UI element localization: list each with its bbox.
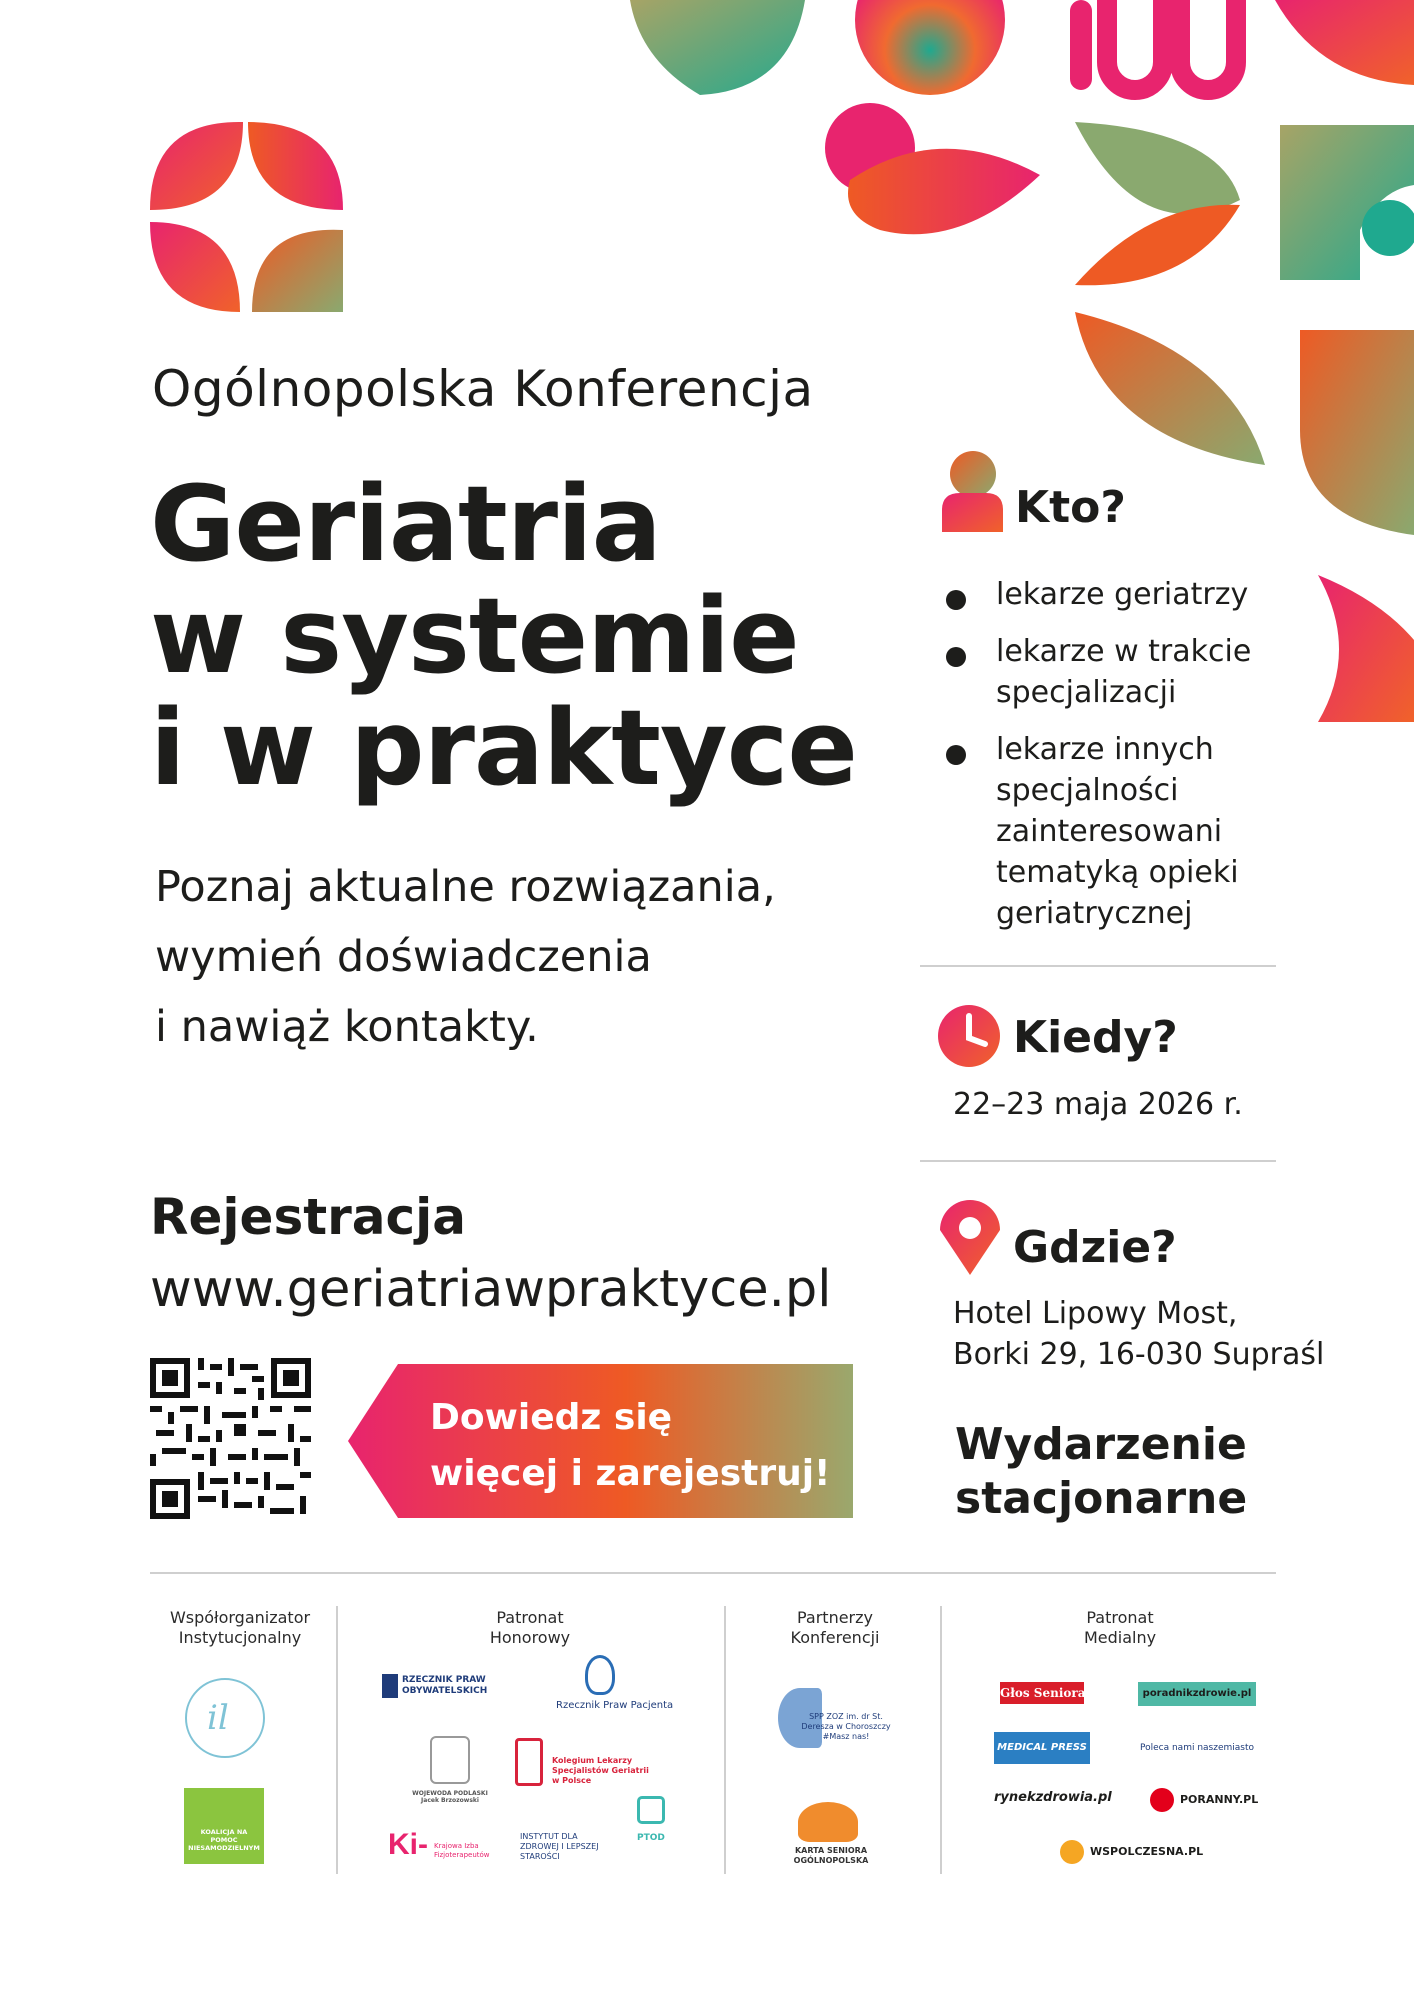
rzecznik-praw-obywatelskich-logo: RZECZNIK PRAW OBYWATELSKICH bbox=[402, 1675, 488, 1696]
divider bbox=[920, 965, 1276, 967]
footer-column-title: Patronat Medialny bbox=[1083, 1608, 1157, 1647]
kolegium-lekarzy-logo: Kolegium Lekarzy Specjalistów Geriatrii w Polsce bbox=[552, 1756, 649, 1785]
lomza-suwalki-bialystok-logo: il bbox=[185, 1678, 265, 1758]
karta-seniora-logo: KARTA SENIORA OGÓLNOPOLSKA bbox=[793, 1846, 869, 1865]
register-cta-label[interactable] bbox=[430, 1390, 830, 1502]
who-list bbox=[946, 574, 1251, 950]
wspolczesna-logo: WSPOLCZESNA.PL bbox=[1090, 1845, 1204, 1858]
ptod-logo: PTOD bbox=[637, 1833, 665, 1843]
footer-column-separator bbox=[940, 1606, 942, 1874]
conference-title bbox=[150, 463, 857, 809]
registration-url-link[interactable]: www.geriatriawpraktyce.pl bbox=[150, 1260, 832, 1319]
glos-seniora-logo: Głos Seniora bbox=[1000, 1682, 1084, 1704]
rynek-zdrowia-logo: rynekzdrowia.pl bbox=[994, 1790, 1112, 1805]
naszemiasto-logo: Poleca nami naszemiasto bbox=[1140, 1743, 1254, 1753]
lead-text bbox=[155, 852, 776, 1062]
conference-subtitle: Ogólnopolska Konferencja bbox=[152, 360, 814, 418]
rzecznik-praw-pacjenta-logo: Rzecznik Praw Pacjenta bbox=[556, 1700, 674, 1711]
footer-column-separator bbox=[724, 1606, 726, 1874]
event-date: 22–23 maja 2026 r. bbox=[953, 1087, 1243, 1122]
cta-line: Dowiedz się bbox=[430, 1397, 673, 1438]
list-item: lekarze innych specjalności zainteresowani tematyką opieki geriatrycznej bbox=[946, 729, 1251, 934]
list-item: lekarze w trakcie specjalizacji bbox=[946, 631, 1251, 713]
event-address: Hotel Lipowy Most, Borki 29, 16-030 Supraśl bbox=[953, 1296, 1325, 1372]
krajowa-izba-fizjoterapeutow-logo: Krajowa Izba Fizjoterapeutów bbox=[434, 1842, 490, 1859]
location-pin-icon bbox=[938, 1198, 1002, 1278]
koalicja-logo: KOALICJA NA POMOC NIESAMODZIELNYM bbox=[184, 1788, 264, 1864]
title-line: Geriatria bbox=[150, 463, 661, 585]
footer-column-separator bbox=[336, 1606, 338, 1874]
person-icon bbox=[940, 450, 1006, 534]
footer-column-title: Partnerzy Konferencji bbox=[790, 1608, 880, 1647]
eagle-emblem bbox=[430, 1736, 470, 1784]
registration-label: Rejestracja bbox=[150, 1188, 467, 1246]
title-line: w systemie bbox=[150, 575, 799, 697]
title-line: i w praktyce bbox=[150, 687, 857, 809]
who-heading: Kto? bbox=[1015, 482, 1126, 533]
list-item: lekarze geriatrzy bbox=[946, 574, 1251, 615]
registration-qr-code[interactable] bbox=[150, 1358, 311, 1519]
footer-divider bbox=[150, 1572, 1276, 1574]
instytut-zdrowej-starosci-logo: INSTYTUT DLA ZDROWEJ I LEPSZEJ STAROŚCI bbox=[520, 1832, 599, 1861]
wojewoda-podlaski-logo: WOJEWODA PODLASKI Jacek Brzozowski bbox=[412, 1790, 488, 1804]
where-heading: Gdzie? bbox=[1013, 1222, 1177, 1273]
number-100-graphic bbox=[1070, 0, 1236, 90]
spp-zoz-choroszcz-logo: SPP ZOZ im. dr St. Deresza w Choroszczy #Masz nas! bbox=[801, 1712, 891, 1741]
cta-line: więcej i zarejestruj! bbox=[430, 1453, 831, 1494]
clock-icon bbox=[937, 1004, 1001, 1068]
event-type: Wydarzenie stacjonarne bbox=[955, 1419, 1248, 1524]
poradnik-zdrowie-logo: poradnikzdrowie.pl bbox=[1138, 1682, 1256, 1706]
conference-logo bbox=[150, 122, 343, 312]
footer-column-title: Patronat Honorowy bbox=[489, 1608, 571, 1647]
when-heading: Kiedy? bbox=[1013, 1012, 1178, 1063]
lead-line: i nawiąż kontakty. bbox=[155, 1002, 539, 1052]
lead-line: wymień doświadczenia bbox=[155, 932, 652, 982]
medical-press-logo: MEDICAL PRESS bbox=[994, 1732, 1090, 1764]
poranny-logo: PORANNY.PL bbox=[1180, 1793, 1259, 1806]
divider bbox=[920, 1160, 1276, 1162]
footer-column-title: Współorganizator Instytucjonalny bbox=[169, 1608, 311, 1647]
lead-line: Poznaj aktualne rozwiązania, bbox=[155, 862, 776, 912]
